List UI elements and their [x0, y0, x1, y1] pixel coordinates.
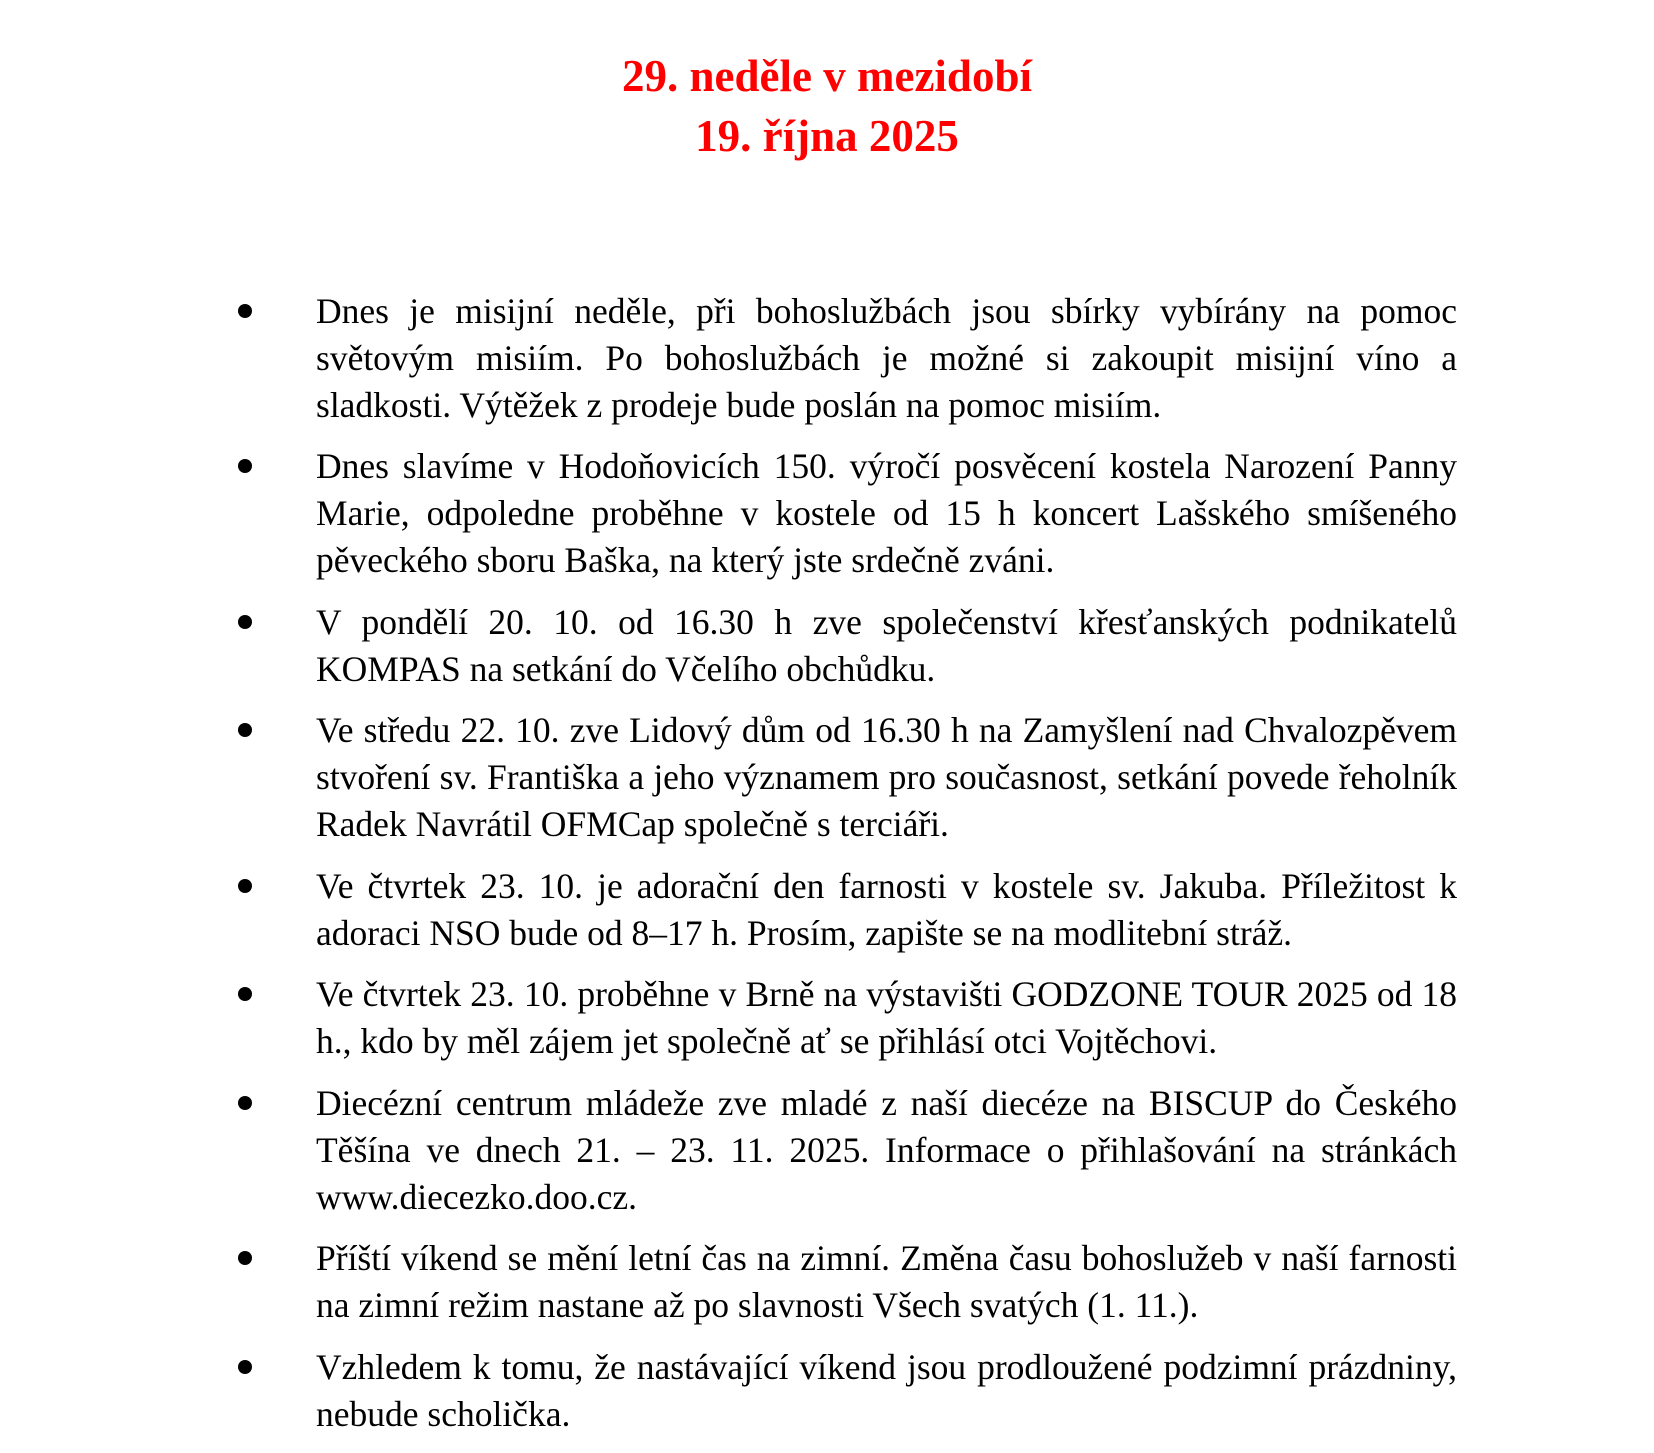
- announcement-text: Dnes slavíme v Hodoňovicích 150. výročí posvěcení kostela Narození Panny Marie, odpoledne proběhne v kostele od 15 h koncert Lašského smíšeného pěveckého sboru Baška, na který jste srdečně zváni.: [316, 446, 1457, 580]
- announcement-text: Ve čtvrtek 23. 10. proběhne v Brně na výstavišti GODZONE TOUR 2025 od 18 h., kdo by měl zájem jet společně ať se přihlásí otci Vojtěchovi.: [316, 974, 1457, 1062]
- announcement-item: [316, 971, 1457, 1065]
- document-title: [0, 46, 1654, 166]
- announcement-item: [316, 1235, 1457, 1329]
- announcement-item: [316, 443, 1457, 583]
- announcement-item: [316, 1344, 1457, 1438]
- announcement-item: [316, 707, 1457, 847]
- bullet-icon: [238, 1251, 252, 1265]
- announcement-list: [316, 288, 1457, 1453]
- title-liturgical-sunday: 29. neděle v mezidobí: [622, 51, 1032, 101]
- bullet-icon: [238, 304, 252, 318]
- announcement-text: Vzhledem k tomu, že nastávající víkend jsou prodloužené podzimní prázdniny, nebude scholička.: [316, 1346, 1457, 1434]
- title-date: 19. října 2025: [695, 111, 959, 161]
- bullet-icon: [238, 987, 252, 1001]
- bullet-icon: [238, 879, 252, 893]
- announcement-text: V pondělí 20. 10. od 16.30 h zve společenství křesťanských podnikatelů KOMPAS na setkání do Včelího obchůdku.: [316, 601, 1457, 689]
- bullet-icon: [238, 615, 252, 629]
- announcement-item: [316, 599, 1457, 693]
- bullet-icon: [238, 1096, 252, 1110]
- announcement-item: [316, 1080, 1457, 1220]
- announcement-text: Ve středu 22. 10. zve Lidový dům od 16.30 h na Zamyšlení nad Chvalozpěvem stvoření sv. Františka a jeho významem pro současnost, setkání povede řeholník Radek Navrátil OFMCap společně s terciáři.: [316, 710, 1457, 844]
- announcement-item: [316, 863, 1457, 957]
- announcement-text: Dnes je misijní neděle, při bohoslužbách jsou sbírky vybírány na pomoc světovým misiím. Po bohoslužbách je možné si zakoupit misijní víno a sladkosti. Výtěžek z prodeje bude poslán na pomoc misiím.: [316, 291, 1457, 425]
- announcement-text: Diecézní centrum mládeže zve mladé z naší diecéze na BISCUP do Českého Těšína ve dnech 21. – 23. 11. 2025. Informace o přihlašování na stránkách www.diecezko.doo.cz.: [316, 1082, 1457, 1217]
- bullet-icon: [238, 459, 252, 473]
- announcement-text: Příští víkend se mění letní čas na zimní. Změna času bohoslužeb v naší farnosti na zimní režim nastane až po slavnosti Všech svatých (1. 11.).: [316, 1238, 1457, 1326]
- bullet-icon: [238, 1360, 252, 1374]
- announcement-item: [316, 288, 1457, 428]
- bullet-icon: [238, 723, 252, 737]
- announcement-text: Ve čtvrtek 23. 10. je adorační den farnosti v kostele sv. Jakuba. Příležitost k adoraci NSO bude od 8–17 h. Prosím, zapište se na modlitební stráž.: [316, 865, 1457, 953]
